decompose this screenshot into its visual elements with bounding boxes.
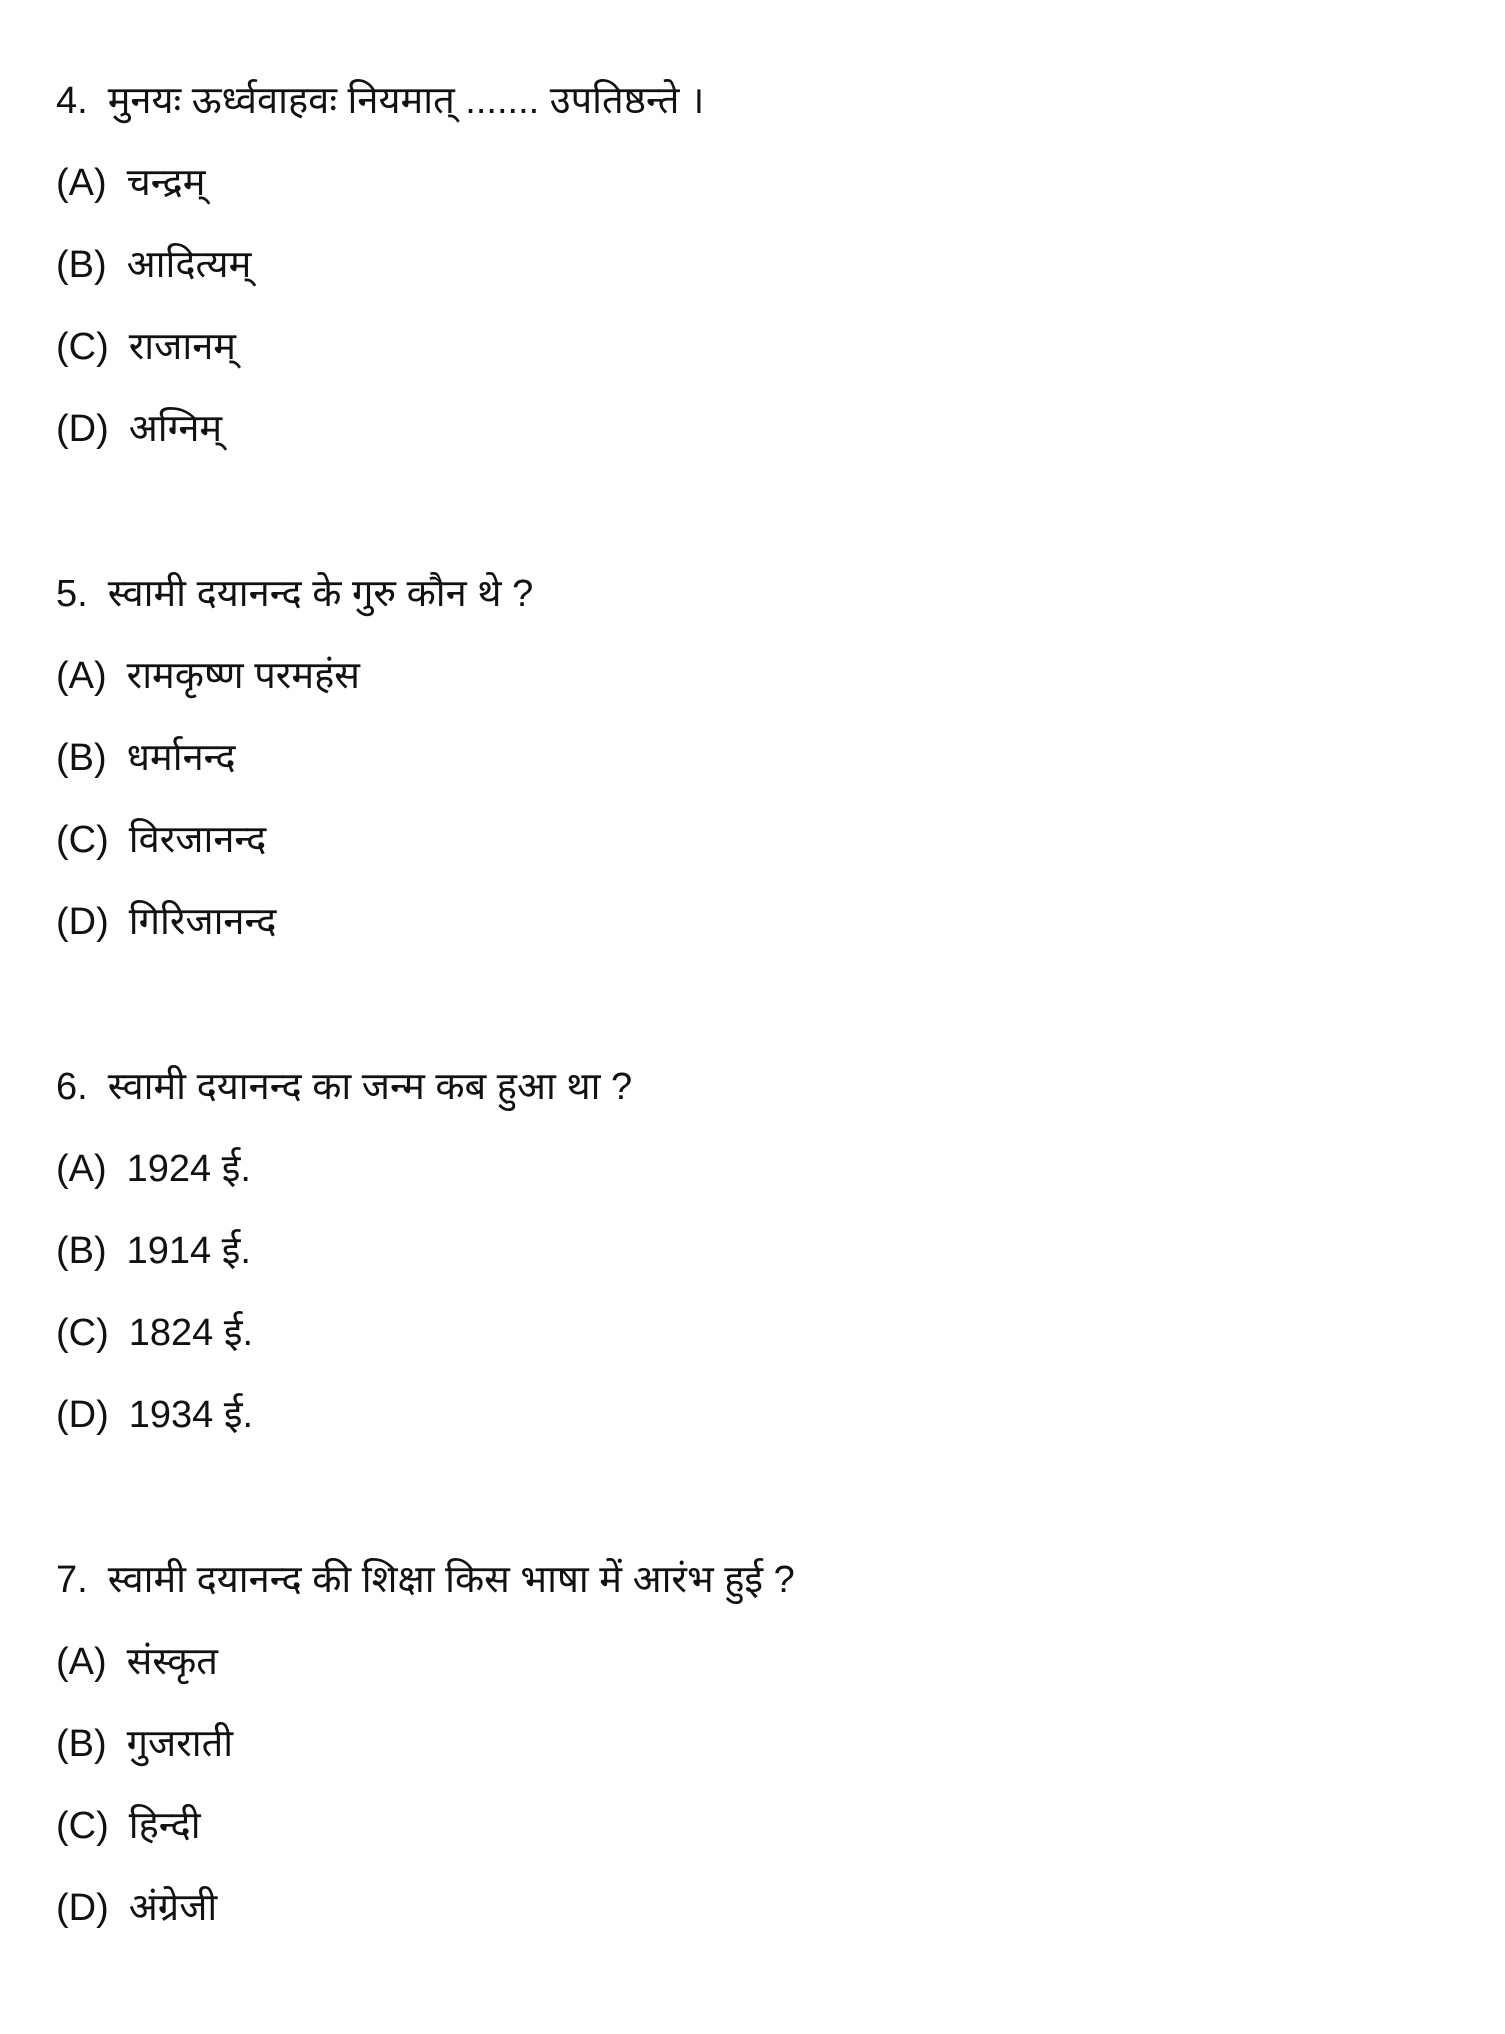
option-b	[56, 1720, 233, 1768]
question-stem: मुनयः ऊर्ध्ववाहवः नियमात् ....... उपतिष्ठन्ते ।	[107, 80, 705, 122]
question-stem: स्वामी दयानन्द के गुरु कौन थे ?	[107, 573, 534, 615]
option-text: 1924 ई.	[126, 1148, 251, 1190]
question-stem: स्वामी दयानन्द की शिक्षा किस भाषा में आरंभ हुई ?	[107, 1559, 795, 1601]
option-label: (B)	[56, 1723, 107, 1765]
option-label: (D)	[56, 408, 109, 450]
option-text: गुजराती	[126, 1723, 234, 1765]
option-c	[56, 1309, 253, 1357]
option-text: धर्मानन्द	[126, 737, 236, 779]
question-text	[56, 570, 533, 618]
option-text: अंग्रेजी	[128, 1887, 218, 1929]
option-label: (C)	[56, 1805, 109, 1847]
question-number: 6.	[56, 1066, 88, 1108]
option-text: हिन्दी	[128, 1805, 201, 1847]
question-number: 7.	[56, 1559, 88, 1601]
option-label: (D)	[56, 1887, 109, 1929]
option-a	[56, 652, 360, 700]
option-label: (B)	[56, 737, 107, 779]
option-label: (A)	[56, 655, 107, 697]
option-text: 1824 ई.	[128, 1312, 254, 1354]
option-label: (C)	[56, 326, 109, 368]
option-a	[56, 1638, 218, 1686]
option-d	[56, 898, 276, 946]
option-label: (C)	[56, 1312, 109, 1354]
question-number: 4.	[56, 80, 88, 122]
question-text	[56, 77, 704, 125]
option-b	[56, 1227, 251, 1275]
question-stem: स्वामी दयानन्द का जन्म कब हुआ था ?	[107, 1066, 633, 1108]
option-text: गिरिजानन्द	[128, 901, 277, 943]
option-text: विरजानन्द	[128, 819, 267, 861]
option-label: (D)	[56, 1394, 109, 1436]
option-label: (B)	[56, 244, 107, 286]
option-b	[56, 734, 236, 782]
option-c	[56, 323, 236, 371]
option-text: चन्द्रम्	[126, 162, 206, 204]
option-label: (C)	[56, 819, 109, 861]
option-c	[56, 816, 266, 864]
option-label: (A)	[56, 162, 107, 204]
option-d	[56, 405, 222, 453]
question-text	[56, 1063, 632, 1111]
option-text: 1914 ई.	[126, 1230, 251, 1272]
option-text: रामकृष्ण परमहंस	[126, 655, 360, 697]
option-label: (A)	[56, 1148, 107, 1190]
option-text: संस्कृत	[126, 1641, 218, 1683]
option-label: (B)	[56, 1230, 107, 1272]
option-d	[56, 1884, 217, 1932]
option-a	[56, 1145, 251, 1193]
option-d	[56, 1391, 253, 1439]
option-text: आदित्यम्	[126, 244, 252, 286]
option-text: 1934 ई.	[128, 1394, 254, 1436]
option-label: (D)	[56, 901, 109, 943]
question-number: 5.	[56, 573, 88, 615]
option-text: अग्निम्	[128, 408, 223, 450]
option-label: (A)	[56, 1641, 107, 1683]
question-text	[56, 1556, 795, 1604]
option-text: राजानम्	[128, 326, 237, 368]
option-c	[56, 1802, 201, 1850]
option-b	[56, 241, 251, 289]
option-a	[56, 159, 205, 207]
